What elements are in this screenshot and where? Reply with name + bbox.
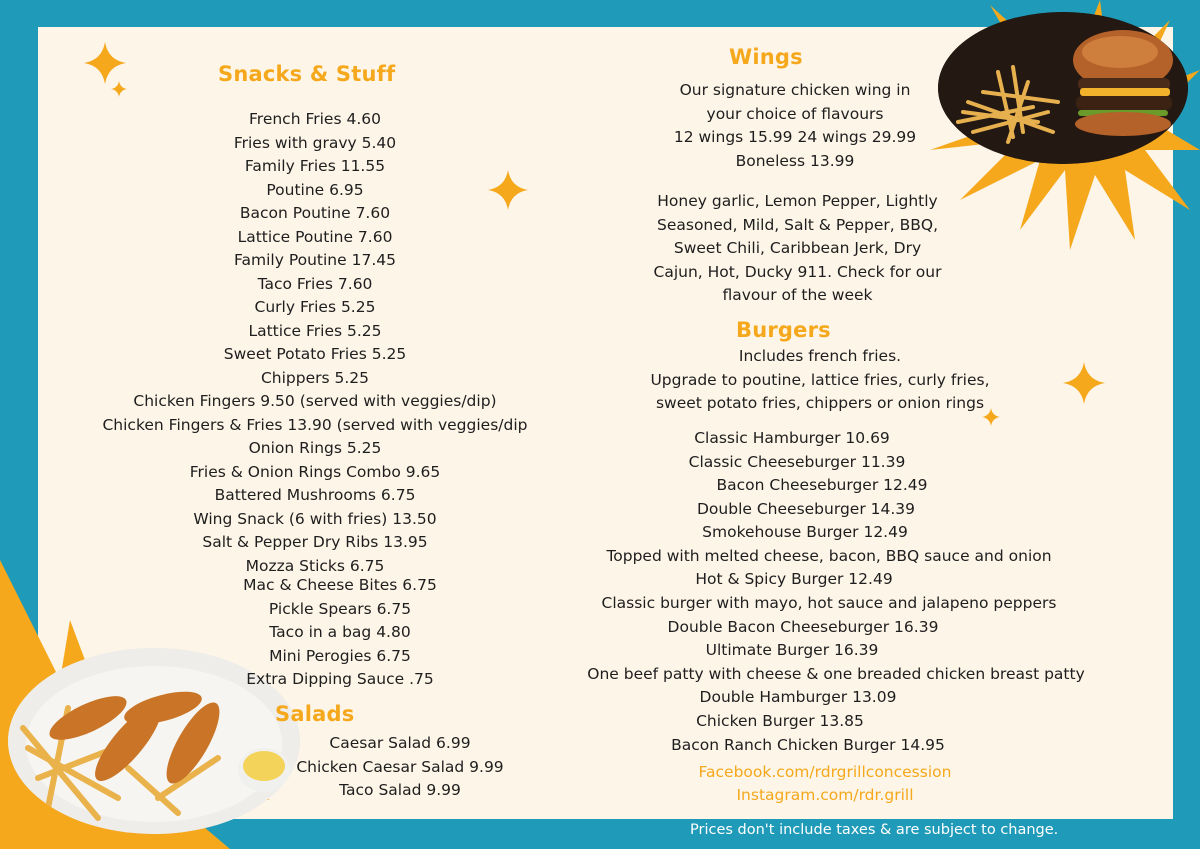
- snacks-heading: Snacks & Stuff: [218, 62, 396, 86]
- salad-item: Chicken Caesar Salad 9.99: [296, 757, 504, 776]
- salad-item: Caesar Salad 6.99: [329, 734, 471, 752]
- snack-item: French Fries 4.60: [249, 110, 381, 128]
- snack-item: Battered Mushrooms 6.75: [214, 486, 416, 504]
- burgers-heading: Burgers: [736, 318, 831, 342]
- snacks-list: [80, 108, 550, 578]
- wings-flavour-text: Sweet Chili, Caribbean Jerk, Dry: [673, 239, 922, 257]
- snack-item: Sweet Potato Fries 5.25: [223, 345, 407, 363]
- burger-item: Classic Hamburger 10.69: [694, 429, 890, 447]
- burger-item: Smokehouse Burger 12.49: [702, 523, 908, 541]
- wings-flavours: [610, 190, 985, 308]
- sparkle-icon: [84, 42, 126, 84]
- wings-text: your choice of flavours: [706, 104, 884, 123]
- snack-item: Family Fries 11.55: [244, 157, 386, 175]
- burger-fries-photo: [938, 12, 1188, 164]
- snack-item: Salt & Pepper Dry Ribs 13.95: [202, 533, 428, 551]
- snacks-list-continued: [180, 574, 500, 692]
- burgers-intro-text: sweet potato fries, chippers or onion rings: [655, 394, 985, 412]
- burger-item: Bacon Cheeseburger 12.49: [716, 476, 928, 494]
- burger-item: Bacon Ranch Chicken Burger 14.95: [671, 736, 945, 754]
- snack-item: Mac & Cheese Bites 6.75: [243, 576, 437, 594]
- wings-text: Our signature chicken wing in: [679, 81, 911, 99]
- snack-item: Onion Rings 5.25: [248, 439, 382, 457]
- salad-item: Taco Salad 9.99: [339, 781, 461, 799]
- sparkle-icon-small: [111, 81, 127, 97]
- snack-item: Taco Fries 7.60: [257, 274, 373, 293]
- snack-item: Taco in a bag 4.80: [269, 623, 411, 641]
- snack-item: Lattice Fries 5.25: [248, 321, 382, 340]
- burger-item: Ultimate Burger 16.39: [705, 641, 879, 659]
- wings-flavour-text: Honey garlic, Lemon Pepper, Lightly: [657, 192, 938, 210]
- snack-item: Mini Perogies 6.75: [269, 646, 411, 665]
- snack-item: Mozza Sticks 6.75: [245, 556, 385, 575]
- burger-item: Double Bacon Cheeseburger 16.39: [667, 618, 939, 636]
- burger-item: Classic Cheeseburger 11.39: [688, 453, 906, 471]
- price-disclaimer: Prices don't include taxes & are subject to change.: [690, 822, 1059, 838]
- snack-item: Chippers 5.25: [260, 368, 370, 387]
- salads-list: [250, 732, 550, 803]
- instagram-link[interactable]: Instagram.com/rdr.grill: [736, 786, 914, 804]
- wings-flavour-text: Cajun, Hot, Ducky 911. Check for our: [653, 262, 942, 281]
- wings-flavour-text: Seasoned, Mild, Salt & Pepper, BBQ,: [657, 215, 938, 234]
- facebook-link[interactable]: Facebook.com/rdrgrillconcession: [698, 763, 952, 781]
- burger-item: Double Hamburger 13.09: [699, 688, 897, 706]
- burgers-intro: [600, 345, 1040, 416]
- snack-item: Lattice Poutine 7.60: [237, 227, 393, 246]
- snack-item: Wing Snack (6 with fries) 13.50: [193, 509, 437, 528]
- snack-item: Fries with gravy 5.40: [233, 133, 397, 152]
- sparkle-icon: [1063, 362, 1105, 404]
- salads-heading: Salads: [275, 702, 355, 726]
- snack-item: Poutine 6.95: [266, 180, 364, 199]
- burgers-intro-text: Upgrade to poutine, lattice fries, curly fries,: [650, 370, 990, 389]
- burger-item: Hot & Spicy Burger 12.49: [695, 570, 893, 588]
- snack-item: Extra Dipping Sauce .75: [246, 670, 434, 688]
- burger-description: Topped with melted cheese, bacon, BBQ sauce and onion: [606, 547, 1052, 565]
- snack-item: Pickle Spears 6.75: [268, 599, 412, 618]
- snack-item: Family Poutine 17.45: [234, 251, 396, 269]
- wings-flavour-text: flavour of the week: [722, 286, 873, 304]
- wings-text: 12 wings 15.99 24 wings 29.99: [673, 128, 917, 146]
- burger-description: One beef patty with cheese & one breaded chicken breast patty: [587, 665, 1085, 683]
- snack-item: Bacon Poutine 7.60: [239, 204, 391, 222]
- wings-heading: Wings: [729, 45, 803, 69]
- snack-item: Curly Fries 5.25: [254, 298, 376, 316]
- burger-description: Classic burger with mayo, hot sauce and jalapeno peppers: [601, 594, 1057, 612]
- burger-item: Chicken Burger 13.85: [696, 712, 864, 730]
- snack-item: Chicken Fingers & Fries 13.90 (served with veggies/dip: [102, 415, 528, 434]
- snack-item: Fries & Onion Rings Combo 9.65: [189, 462, 441, 481]
- wings-text: Boneless 13.99: [735, 151, 855, 170]
- burger-item: Double Cheeseburger 14.39: [697, 500, 915, 518]
- snack-item: Chicken Fingers 9.50 (served with veggies/dip): [133, 392, 497, 410]
- burgers-intro-text: Includes french fries.: [738, 347, 902, 365]
- wings-description: [620, 79, 970, 173]
